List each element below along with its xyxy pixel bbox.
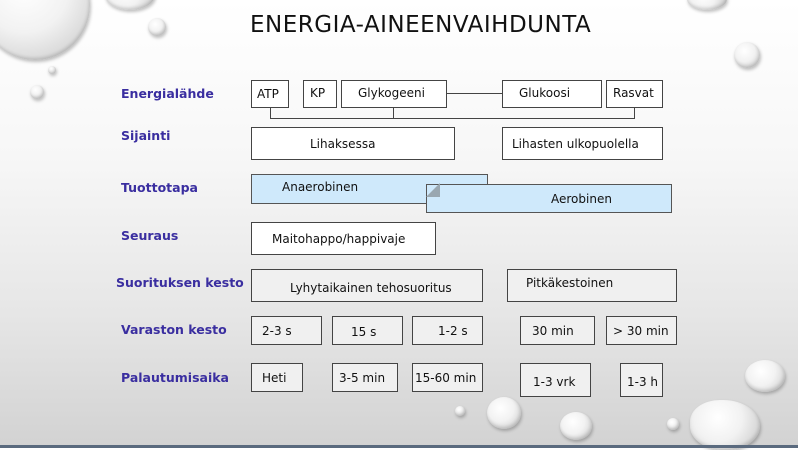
box-recovery-fats: 1-3 h xyxy=(620,363,663,397)
box-glycogen: Glykogeeni xyxy=(341,80,447,108)
box-storage-kp: 15 s xyxy=(332,316,403,345)
box-recovery-kp: 3-5 min xyxy=(332,363,398,392)
box-aerobic: Aerobinen xyxy=(426,184,672,213)
page-fold-icon xyxy=(426,183,440,197)
water-drop-icon xyxy=(48,66,56,74)
water-drop-icon xyxy=(734,42,760,68)
water-drop-icon xyxy=(30,85,44,99)
connector-line xyxy=(393,108,394,118)
label-production-mode: Tuottotapa xyxy=(121,180,198,195)
connector-line xyxy=(270,118,635,119)
label-storage-duration: Varaston kesto xyxy=(121,322,227,337)
box-long-duration: Pitkäkestoinen xyxy=(507,269,677,302)
box-storage-glycogen: 1-2 s xyxy=(412,316,483,345)
box-storage-glucose: 30 min xyxy=(520,316,595,345)
box-outside-muscle: Lihasten ulkopuolella xyxy=(502,127,663,160)
label-energy-source: Energialähde xyxy=(121,86,214,101)
box-storage-atp: 2-3 s xyxy=(251,316,322,345)
label-performance-duration: Suorituksen kesto xyxy=(116,275,244,290)
connector-line xyxy=(447,93,502,94)
box-recovery-glycogen: 15-60 min xyxy=(412,363,483,392)
water-drop-icon xyxy=(0,0,90,60)
box-storage-fats: > 30 min xyxy=(606,316,677,345)
water-drop-icon xyxy=(690,400,760,450)
box-fats: Rasvat xyxy=(606,80,663,108)
water-drop-icon xyxy=(148,18,166,36)
label-recovery-time: Palautumisaika xyxy=(121,370,229,385)
water-drop-icon xyxy=(105,0,155,10)
connector-line xyxy=(270,108,271,118)
water-drop-icon xyxy=(560,412,592,440)
connector-line xyxy=(634,108,635,118)
box-kp: KP xyxy=(303,80,337,108)
box-lactic-acid: Maitohappo/happivaje xyxy=(251,222,436,255)
box-recovery-glucose: 1-3 vrk xyxy=(520,363,591,397)
water-drop-icon xyxy=(455,406,465,416)
box-atp: ATP xyxy=(251,80,289,108)
box-short-intense: Lyhytaikainen tehosuoritus xyxy=(251,269,483,302)
water-drop-icon xyxy=(745,360,785,392)
box-anaerobic: Anaerobinen xyxy=(251,174,488,204)
box-in-muscle: Lihaksessa xyxy=(251,127,455,160)
water-drop-icon xyxy=(487,397,521,429)
water-drop-icon xyxy=(687,0,727,10)
label-location: Sijainti xyxy=(121,128,171,143)
box-glucose: Glukoosi xyxy=(502,80,602,108)
water-drop-icon xyxy=(667,418,679,430)
box-recovery-atp: Heti xyxy=(251,363,303,392)
label-consequence: Seuraus xyxy=(121,228,179,243)
page-title: ENERGIA-AINEENVAIHDUNTA xyxy=(250,12,592,38)
